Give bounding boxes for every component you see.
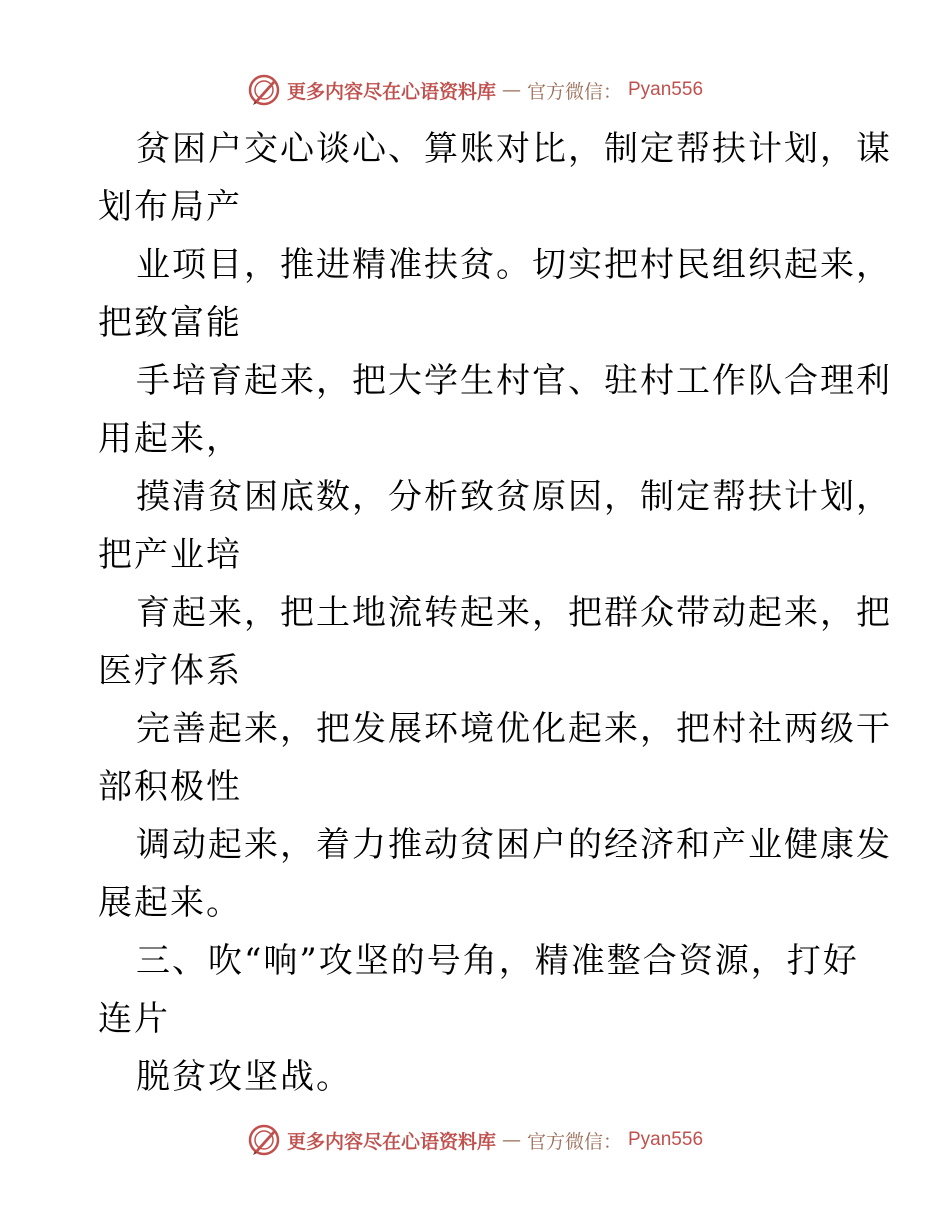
- watermark-id: Pyan556: [628, 79, 704, 100]
- watermark-label: 官方微信：: [526, 80, 622, 103]
- text-line: 部积极性: [98, 767, 242, 807]
- text-line: 展起来。: [98, 883, 242, 923]
- watermark-text: 更多内容尽在心语资料库: [286, 1130, 496, 1153]
- text-line: 划布局产: [98, 187, 242, 227]
- watermark-separator: —: [501, 79, 521, 101]
- document-body: [98, 120, 892, 1106]
- text-line: 三、吹“响”攻坚的号角，精准整合资源，打好: [136, 941, 859, 981]
- watermark-separator: —: [501, 1129, 521, 1151]
- pen-logo-icon: [247, 73, 281, 107]
- footer-watermark: [0, 1120, 950, 1160]
- text-line: 调动起来，着力推动贫困户的经济和产业健康发: [136, 825, 892, 865]
- text-line: 脱贫攻坚战。: [136, 1057, 352, 1097]
- text-line: 手培育起来，把大学生村官、驻村工作队合理利: [136, 361, 892, 401]
- watermark-text: 更多内容尽在心语资料库: [286, 80, 496, 103]
- text-line: 连片: [98, 999, 170, 1039]
- text-line: 摸清贫困底数，分析致贫原因，制定帮扶计划，: [136, 477, 892, 517]
- text-line: 业项目，推进精准扶贫。切实把村民组织起来，: [136, 245, 892, 285]
- pen-logo-icon: [247, 1123, 281, 1157]
- text-line: 贫困户交心谈心、算账对比，制定帮扶计划，谋: [136, 129, 892, 169]
- text-line: 用起来，: [98, 419, 242, 459]
- text-line: 医疗体系: [98, 651, 242, 691]
- watermark-label: 官方微信：: [526, 1130, 622, 1153]
- text-line: 把致富能: [98, 303, 242, 343]
- text-line: 把产业培: [98, 535, 242, 575]
- watermark-id: Pyan556: [628, 1129, 704, 1150]
- text-line: 育起来，把土地流转起来，把群众带动起来，把: [136, 593, 892, 633]
- header-watermark: [0, 70, 950, 110]
- text-line: 完善起来，把发展环境优化起来，把村社两级干: [136, 709, 892, 749]
